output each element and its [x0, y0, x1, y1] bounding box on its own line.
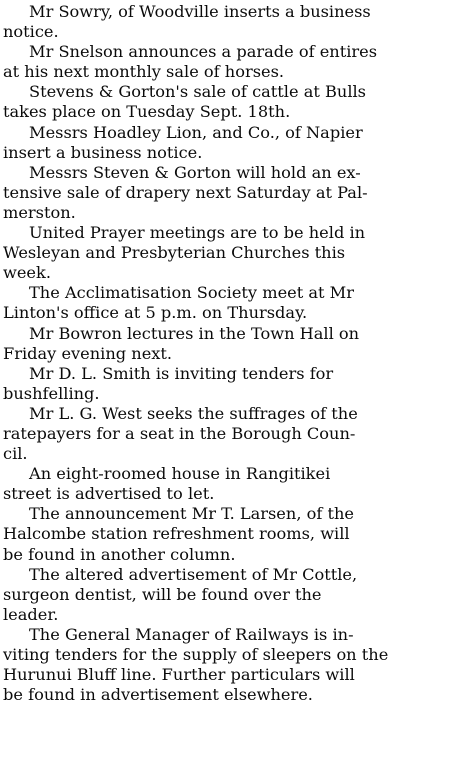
text-line: notice.: [3, 22, 59, 42]
text-line: Mr Snelson announces a parade of entires: [29, 42, 378, 62]
text-line: ratepayers for a seat in the Borough Coun-: [3, 423, 356, 443]
news-paragraph: [3, 223, 456, 283]
text-line: Linton's office at 5 p.m. on Thursday.: [3, 303, 308, 323]
news-paragraph: [3, 565, 456, 625]
news-paragraph: [3, 504, 456, 564]
news-paragraph: [3, 42, 456, 82]
text-line: The announcement Mr T. Larsen, of the: [29, 504, 354, 524]
text-line: Wesleyan and Presbyterian Churches this: [3, 243, 346, 263]
text-line: Mr Sowry, of Woodville inserts a business: [29, 2, 371, 21]
news-paragraph: [3, 82, 456, 122]
news-paragraph: [3, 625, 456, 705]
text-line: The altered advertisement of Mr Cottle,: [29, 564, 358, 584]
news-paragraph: [3, 364, 456, 404]
text-line: An eight-roomed house in Rangitikei: [29, 464, 331, 484]
text-line: Hurunui Bluff line. Further particulars will: [3, 665, 355, 685]
text-line: leader.: [3, 604, 59, 624]
text-line: United Prayer meetings are to be held in: [29, 223, 366, 243]
text-line: The Acclimatisation Society meet at Mr: [29, 283, 354, 303]
text-line: Mr D. L. Smith is inviting tenders for: [29, 363, 334, 383]
text-line: tensive sale of drapery next Saturday at Pal-: [3, 182, 368, 202]
text-line: street is advertised to let.: [3, 484, 215, 504]
text-line: be found in another column.: [3, 544, 236, 564]
text-line: merston.: [3, 202, 76, 222]
news-paragraph: [3, 464, 456, 504]
text-line: insert a business notice.: [3, 142, 203, 162]
text-line: Stevens & Gorton's sale of cattle at Bulls: [29, 82, 366, 102]
news-paragraph: [3, 404, 456, 464]
text-line: Mr L. G. West seeks the suffrages of the: [29, 403, 358, 423]
text-line: be found in advertisement elsewhere.: [3, 685, 313, 705]
text-line: Halcombe station refreshment rooms, will: [3, 524, 350, 544]
text-line: week.: [3, 263, 51, 283]
text-line: cil.: [3, 444, 28, 464]
news-paragraph: [3, 2, 456, 42]
news-paragraph: [3, 123, 456, 163]
text-line: surgeon dentist, will be found over the: [3, 584, 322, 604]
text-line: Messrs Steven & Gorton will hold an ex-: [29, 162, 361, 182]
news-paragraph: [3, 324, 456, 364]
news-paragraph: [3, 163, 456, 223]
text-line: Friday evening next.: [3, 343, 173, 363]
text-line: Mr Bowron lectures in the Town Hall on: [29, 323, 360, 343]
text-line: at his next monthly sale of horses.: [3, 62, 285, 82]
text-line: The General Manager of Railways is in-: [29, 624, 354, 644]
text-line: viting tenders for the supply of sleepers on the: [3, 645, 389, 664]
text-line: bushfelling.: [3, 383, 100, 403]
text-line: Messrs Hoadley Lion, and Co., of Napier: [29, 122, 363, 142]
news-paragraph: [3, 283, 456, 323]
text-line: takes place on Tuesday Sept. 18th.: [3, 102, 291, 122]
